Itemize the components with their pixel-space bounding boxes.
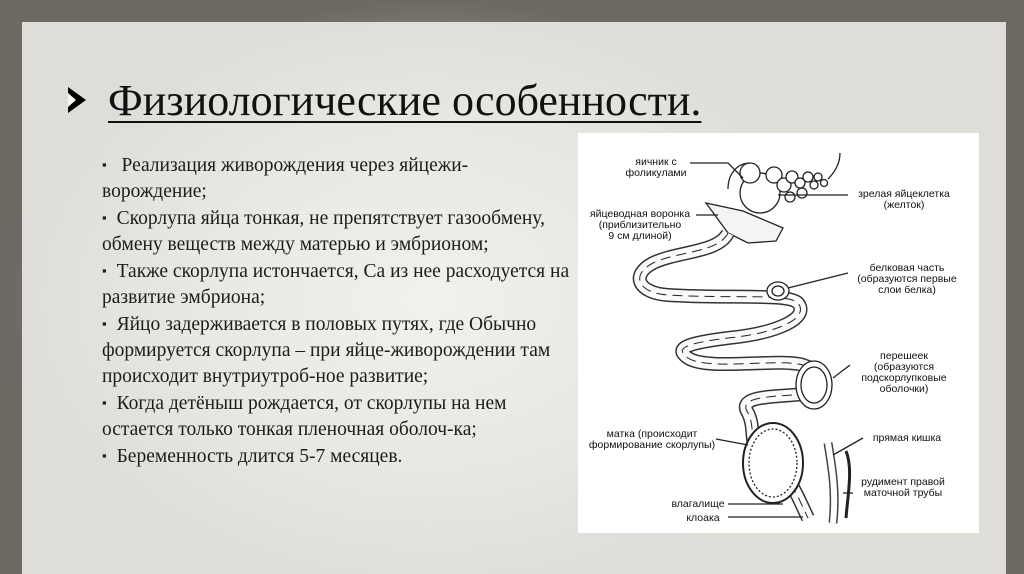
bullet-item: ▪ Реализация живорождения через яйцежи-ворождение;	[102, 155, 469, 202]
square-bullet-icon: ▪	[102, 157, 107, 172]
label-vagina: влагалище	[671, 498, 725, 510]
square-bullet-icon: ▪	[102, 210, 107, 225]
square-bullet-icon: ▪	[102, 263, 107, 278]
label-mature-egg: зрелая яйцеклетка (желток)	[858, 188, 950, 211]
label-protein-part: белковая часть (образуются первые слои белка)	[857, 262, 957, 296]
bullet-list	[102, 152, 572, 470]
reproductive-tract-figure	[578, 133, 979, 533]
slide-title: Физиологические особенности.	[108, 75, 702, 125]
label-funnel: яйцеводная воронка (приблизительно 9 см длиной)	[589, 208, 691, 242]
arrow-bullet-icon	[68, 87, 86, 113]
title-row	[68, 70, 701, 130]
bullet-item: ▪ Беременность длится 5-7 месяцев.	[102, 446, 403, 467]
square-bullet-icon: ▪	[102, 395, 107, 410]
label-isthmus: перешеек (образуются подскорлупковые оболочки)	[861, 350, 947, 395]
bullet-item: ▪ Скорлупа яйца тонкая, не препятствует газообмену, обмену веществ между матерью и эмбрионом;	[102, 208, 545, 255]
label-rudiment: рудимент правой маточной трубы	[861, 476, 945, 499]
square-bullet-icon: ▪	[102, 448, 107, 463]
bullet-item: ▪ Яйцо задерживается в половых путях, где Обычно формируется скорлупа – при яйце-живорождении там происходит внутриутроб-ное развитие;	[102, 314, 551, 387]
label-ovary: яичник с фоликулами	[625, 156, 687, 179]
label-rectum: прямая кишка	[872, 432, 942, 444]
bullet-item: ▪ Когда детёныш рождается, от скорлупы на нем остается только тонкая пленочная оболоч-ка;	[102, 393, 507, 440]
label-uterus: матка (происходит формирование скорлупы)	[588, 428, 716, 451]
square-bullet-icon: ▪	[102, 316, 107, 331]
label-cloaca: клоака	[686, 512, 720, 524]
bullet-item: ▪ Также скорлупа истончается, Ca из нее расходуется на развитие эмбриона;	[102, 261, 570, 308]
